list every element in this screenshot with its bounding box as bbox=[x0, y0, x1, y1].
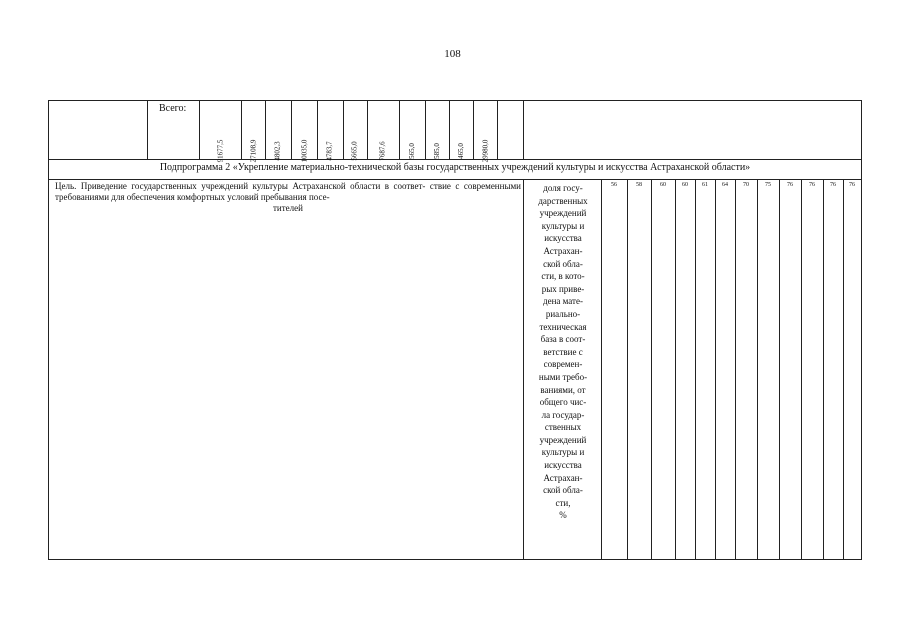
indicator-line: ветствие с bbox=[543, 346, 583, 357]
indicator-line: сти, bbox=[555, 497, 571, 508]
col-line bbox=[823, 179, 824, 559]
total-value: 585,0 bbox=[433, 143, 441, 159]
col-line bbox=[523, 101, 524, 159]
indicator-line: ской обла- bbox=[543, 258, 583, 269]
indicator-line: риально- bbox=[545, 308, 581, 319]
col-line bbox=[735, 179, 736, 559]
goal-text-line: ствие с современными требованиями для обеспечения комфортных условий пребывания посе- bbox=[55, 181, 521, 202]
total-value: 91677,5 bbox=[216, 139, 224, 163]
total-value: 4802,3 bbox=[274, 141, 282, 161]
total-value: 465,0 bbox=[457, 143, 465, 159]
indicator-line: техническая bbox=[539, 321, 587, 332]
col-line bbox=[715, 179, 716, 559]
indicator-description bbox=[525, 182, 601, 522]
goal-text-line: Цель. Приведение государственных учреждений культуры Астраханской области в соответ- bbox=[55, 181, 426, 191]
indicator-line: дена мате- bbox=[543, 296, 583, 307]
table bbox=[48, 100, 862, 560]
total-value: 10035,0 bbox=[300, 139, 308, 163]
indicator-line: культуры и bbox=[541, 220, 585, 231]
indicator-value: 60 bbox=[660, 182, 666, 188]
total-value: 565,0 bbox=[408, 143, 416, 159]
col-line bbox=[801, 179, 802, 559]
indicator-line: ственных bbox=[544, 422, 582, 433]
indicator-line: ваниями, от bbox=[540, 384, 586, 395]
indicator-line: доля госу- bbox=[543, 183, 583, 193]
totals-label: Всего: bbox=[159, 103, 187, 114]
goal-text bbox=[55, 181, 521, 214]
indicator-line: современ- bbox=[543, 359, 583, 370]
subprogram-title: Подпрограмма 2 «Укрепление материально-технической базы государственных учреждений культуры и искусства Астраханской области» bbox=[159, 162, 751, 173]
total-value: 7687,6 bbox=[379, 141, 387, 161]
indicator-value: 76 bbox=[830, 182, 836, 188]
page-number: 108 bbox=[444, 48, 461, 60]
indicator-line: сти, в кото- bbox=[541, 271, 585, 282]
col-line bbox=[779, 179, 780, 559]
col-line bbox=[147, 101, 148, 159]
indicator-value: 60 bbox=[682, 182, 688, 188]
col-line bbox=[497, 101, 498, 159]
indicator-value: 75 bbox=[765, 182, 771, 188]
indicator-value: 70 bbox=[743, 182, 749, 188]
col-line bbox=[695, 179, 696, 559]
indicator-line: искусства bbox=[544, 460, 582, 471]
indicator-value: 61 bbox=[702, 182, 708, 188]
indicator-line: общего чис- bbox=[539, 397, 587, 408]
row-divider-totals bbox=[49, 159, 861, 160]
row-divider-subprogram bbox=[49, 179, 861, 180]
col-line bbox=[675, 179, 676, 559]
col-line bbox=[627, 179, 628, 559]
indicator-line: Астрахан- bbox=[543, 245, 583, 256]
indicator-value: 76 bbox=[849, 182, 855, 188]
indicator-line: % bbox=[559, 510, 567, 521]
indicator-value: 76 bbox=[787, 182, 793, 188]
total-value: 29980,0 bbox=[481, 139, 489, 163]
indicator-value: 76 bbox=[809, 182, 815, 188]
indicator-line: ской обла- bbox=[543, 485, 583, 496]
total-value: 4783,7 bbox=[326, 141, 334, 161]
col-line bbox=[651, 179, 652, 559]
indicator-line: Астрахан- bbox=[543, 472, 583, 483]
goal-text-line: тителей bbox=[273, 203, 303, 213]
total-value: 27108,9 bbox=[249, 139, 257, 163]
indicator-value: 58 bbox=[636, 182, 642, 188]
col-line bbox=[757, 179, 758, 559]
col-line bbox=[601, 179, 602, 559]
indicator-line: база в соот- bbox=[540, 334, 586, 345]
indicator-line: рых приве- bbox=[541, 283, 585, 294]
col-line bbox=[523, 179, 524, 559]
col-line bbox=[843, 179, 844, 559]
indicator-line: учреждений bbox=[539, 208, 587, 219]
indicator-line: учреждений bbox=[539, 434, 587, 445]
indicator-value: 56 bbox=[611, 182, 617, 188]
total-value: 5665,0 bbox=[351, 141, 359, 161]
indicator-line: дарственных bbox=[538, 195, 588, 206]
indicator-line: культуры и bbox=[541, 447, 585, 458]
indicator-line: искусства bbox=[544, 233, 582, 244]
indicator-value: 64 bbox=[722, 182, 728, 188]
indicator-line: ными требо- bbox=[538, 371, 588, 382]
indicator-line: ла государ- bbox=[541, 409, 585, 420]
